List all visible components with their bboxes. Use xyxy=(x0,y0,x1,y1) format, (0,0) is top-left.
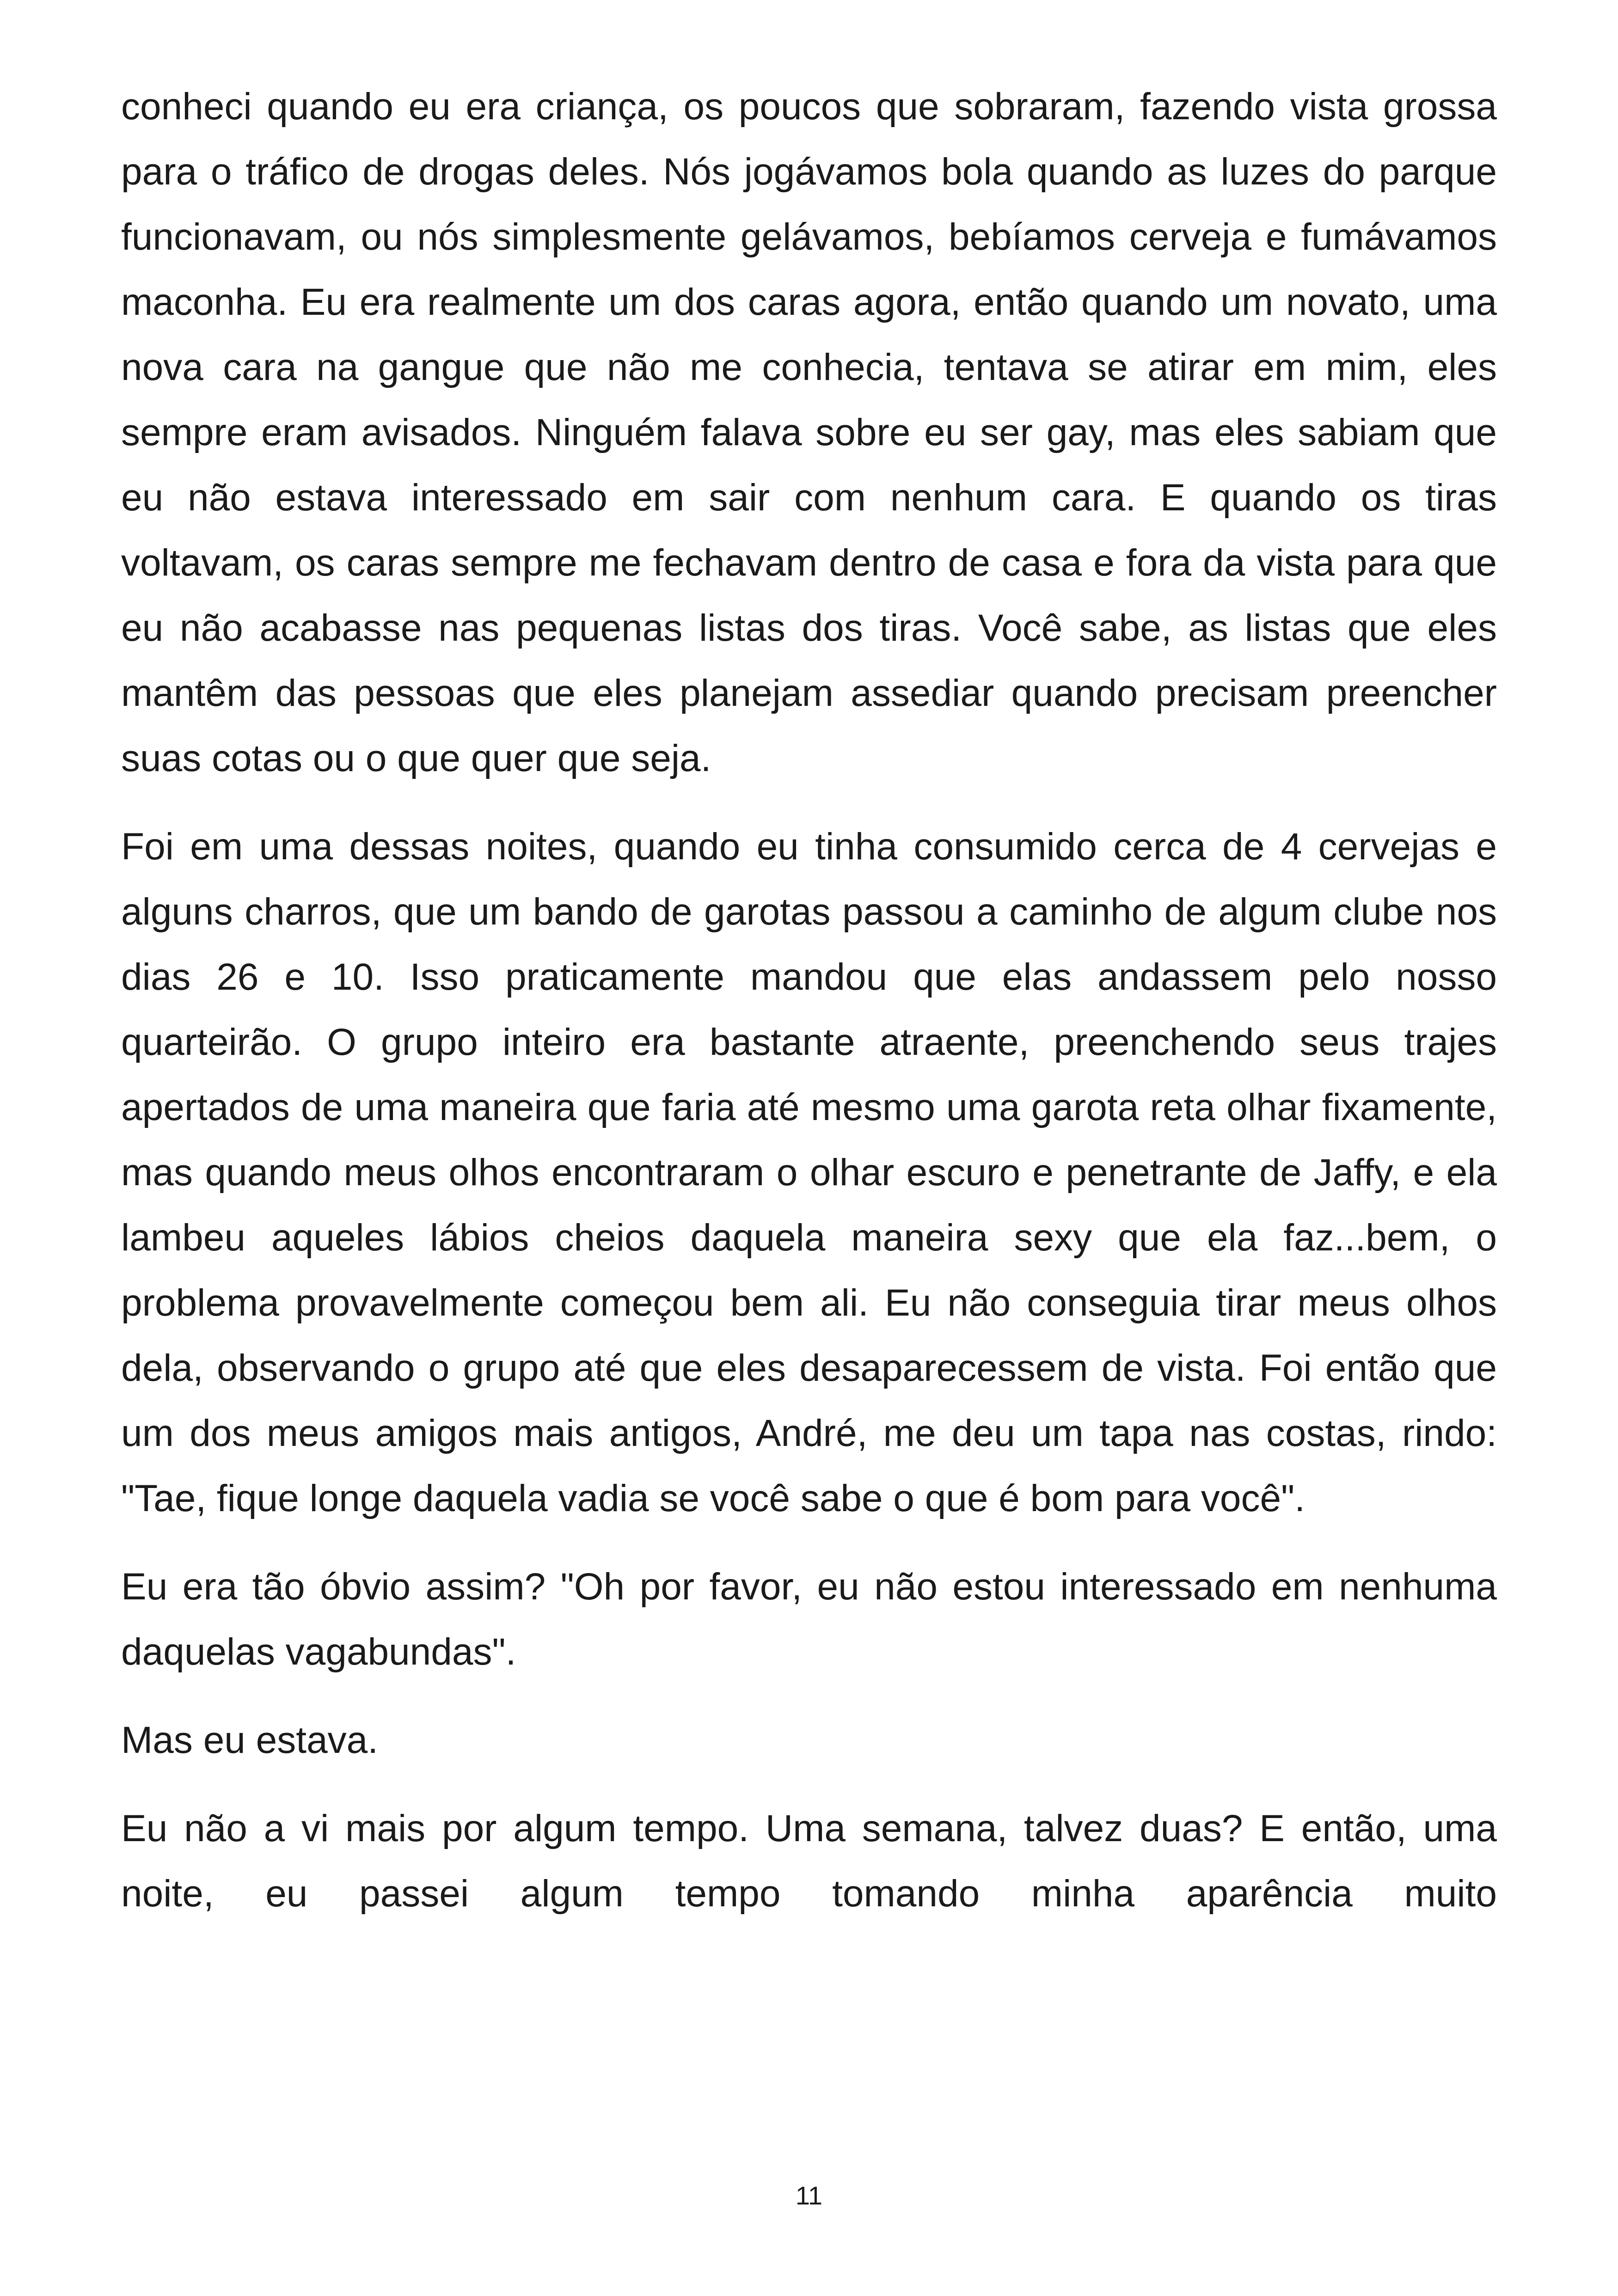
paragraph: Eu era tão óbvio assim? "Oh por favor, eu não estou interessado em nenhuma daquelas vagabundas". xyxy=(121,1566,1497,1673)
body-text xyxy=(121,74,1497,1949)
page-number: 11 xyxy=(795,2181,823,2210)
paragraph: Mas eu estava. xyxy=(121,1719,379,1761)
paragraph: Eu não a vi mais por algum tempo. Uma semana, talvez duas? E então, uma noite, eu passei algum tempo tomando minha aparência muito xyxy=(121,1807,1497,1915)
paragraph: Foi em uma dessas noites, quando eu tinha consumido cerca de 4 cervejas e alguns charros, que um bando de garotas passou a caminho de algum clube nos dias 26 e 10. Isso praticamente mandou que elas andassem pelo nosso quarteirão. O grupo inteiro era bastante atraente, preenchendo seus trajes apertados de uma maneira que faria até mesmo uma garota reta olhar fixamente, mas quando meus olhos encontraram o olhar escuro e penetrante de Jaffy, e ela lambeu aqueles lábios cheios daquela maneira sexy que ela faz...bem, o problema provavelmente começou bem ali. Eu não conseguia tirar meus olhos dela, observando o grupo até que eles desaparecessem de vista. Foi então que um dos meus amigos mais antigos, André, me deu um tapa nas costas, rindo: "Tae, fique longe daquela vadia se você sabe o que é bom para você". xyxy=(121,826,1497,1519)
paragraph: conheci quando eu era criança, os poucos que sobraram, fazendo vista grossa para o tráfico de drogas deles. Nós jogávamos bola quando as luzes do parque funcionavam, ou nós simplesmente gelávamos, bebíamos cerveja e fumávamos maconha. Eu era realmente um dos caras agora, então quando um novato, uma nova cara na gangue que não me conhecia, tentava se atirar em mim, eles sempre eram avisados. Ninguém falava sobre eu ser gay, mas eles sabiam que eu não estava interessado em sair com nenhum cara. E quando os tiras voltavam, os caras sempre me fechavam dentro de casa e fora da vista para que eu não acabasse nas pequenas listas dos tiras. Você sabe, as listas que eles mantêm das pessoas que eles planejam assediar quando precisam preencher suas cotas ou o que quer que seja. xyxy=(121,86,1497,779)
